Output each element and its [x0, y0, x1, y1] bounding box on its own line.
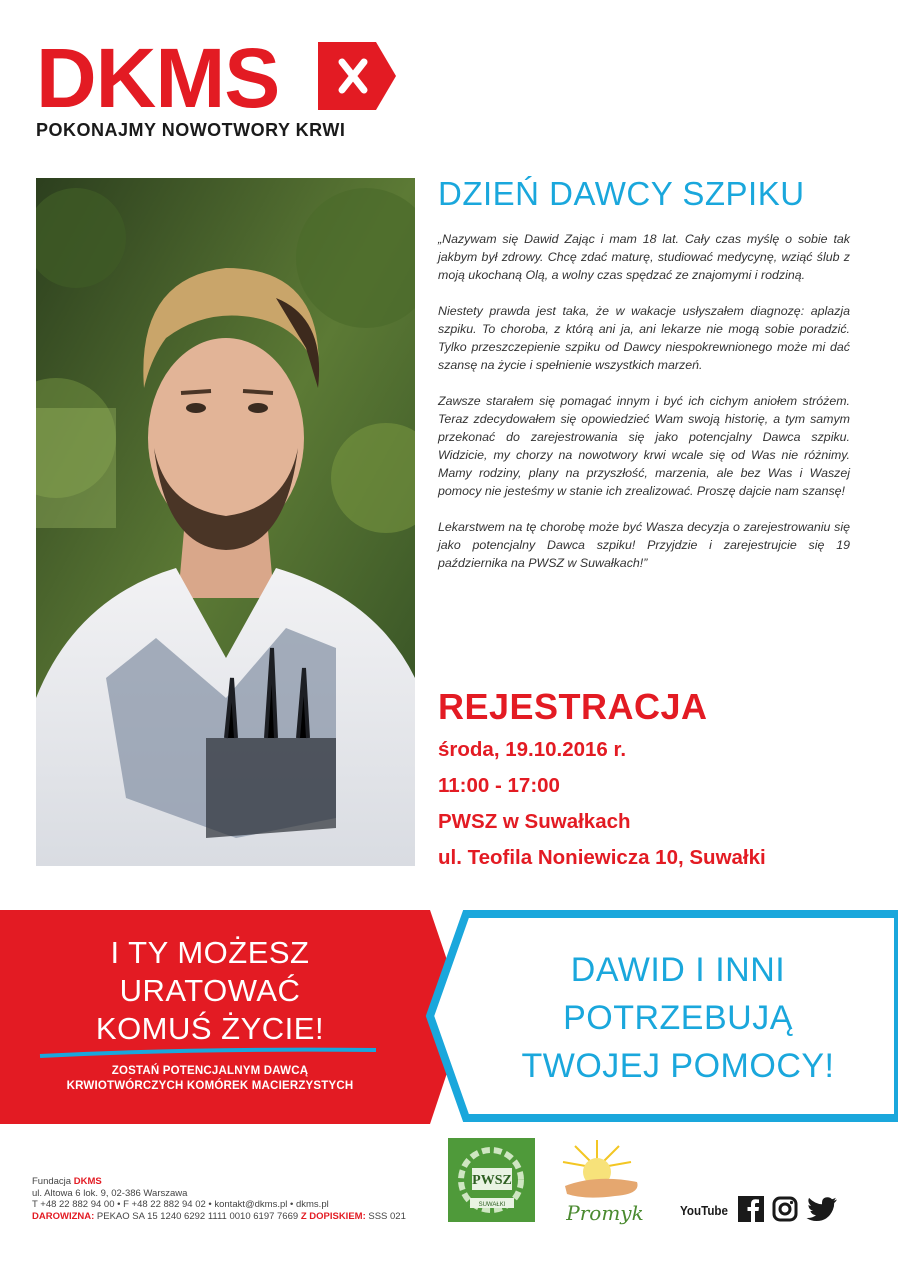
story-paragraph: „Nazywam się Dawid Zając i mam 18 lat. Cały czas myślę o sobie tak jakbym był zdrowy. Chcę zdać maturę, studiować medycynę, wziąć ślub z moją ukochaną Olą, a wolny czas spędzać ze znajomymi i rodziną.: [438, 232, 850, 282]
logo-tagline: POKONAJMY NOWOTWORY KRWI: [36, 120, 346, 140]
footer-org: [32, 1176, 406, 1188]
banner-left-line: I TY MOŻESZ: [110, 935, 310, 970]
donation-label: DAROWIZNA:: [32, 1210, 95, 1222]
registration-address: ul. Teofila Noniewicza 10, Suwałki: [438, 846, 766, 869]
donation-note-label: Z DOPISKIEM:: [300, 1210, 366, 1222]
footer-address: ul. Altowa 6 lok. 9, 02-386 Warszawa: [32, 1187, 188, 1199]
portrait-illustration: [36, 178, 415, 866]
social-icons: [680, 1196, 845, 1224]
footer-donation: [32, 1211, 406, 1223]
story-paragraph: Niestety prawda jest taka, że w wakacje usłyszałem diagnozę: aplazja szpiku. To choroba, z którą ani ja, ani lekarze nie mogą sobie poradzić. Tylko przeszczepienie szpiku od Dawcy niespokrewnionego może mi dać szansę na życie i spełnienie wszystkich marzeń.: [438, 304, 850, 372]
donation-account: PEKAO SA 15 1240 6292 1111 0010 6197 7669: [94, 1210, 301, 1222]
youtube-icon[interactable]: [680, 1200, 730, 1220]
call-to-action-banner: [0, 910, 898, 1124]
footer-org-prefix: Fundacja: [32, 1176, 74, 1187]
logo-x-icon: [318, 42, 396, 110]
logo-wordmark: DKMS: [36, 31, 280, 125]
facebook-icon[interactable]: [738, 1196, 764, 1222]
pwsz-logo-sub: SUWAŁKI: [478, 1202, 506, 1208]
banner-left-subtext: KRWIOTWÓRCZYCH KOMÓREK MACIERZYSTYCH: [66, 1080, 354, 1092]
registration-title: REJESTRACJA: [438, 686, 708, 727]
story-paragraph: Zawsze starałem się pomagać innym i być ich cichym aniołem stróżem. Teraz zdecydowałem się opowiedzieć Wam swoją historię, a tym samym przekonać do zarejestrowania się jako potencjalny Dawca szpiku. Widzicie, my chorzy na nowotwory krwi wcale się od Was nie różnimy. Mamy rodziny, plany na przyszłość, marzenia, ale bez Was i Waszej pomocy nie jesteśmy w stanie ich zrealizować. Proszę dajcie nam szansę!: [438, 394, 850, 498]
dkms-logo: [36, 31, 366, 140]
donation-note: SSS 021: [365, 1210, 406, 1222]
story-paragraph: Lekarstwem na tę chorobę może być Wasza decyzja o zarejestrowaniu się jako potencjalny Dawca szpiku! Przyjdzie i zarejestrujcie się 19 października na PWSZ w Suwałkach!”: [438, 520, 850, 570]
footer-org-name: DKMS: [73, 1176, 102, 1187]
banner-right-text: [478, 946, 878, 1090]
promyk-logo-text: Promyk: [566, 1201, 644, 1225]
portrait-photo: [36, 178, 415, 866]
twitter-icon[interactable]: [806, 1196, 838, 1222]
event-headline: DZIEŃ DAWCY SZPIKU: [438, 175, 805, 212]
registration-details: [438, 738, 766, 882]
banner-right-line: TWOJEJ POMOCY!: [521, 1047, 835, 1085]
registration-date: środa, 19.10.2016 r.: [438, 738, 627, 761]
youtube-text: YouTube: [680, 1203, 728, 1218]
banner-left-line: KOMUŚ ŻYCIE!: [95, 1011, 325, 1046]
banner-right-line: DAWID I INNI: [570, 951, 786, 989]
banner-left-subtext: ZOSTAŃ POTENCJALNYM DAWCĄ: [111, 1065, 309, 1077]
banner-left-line: URATOWAĆ: [119, 973, 301, 1008]
footer-contact: [32, 1176, 406, 1222]
banner-left-text: [40, 934, 380, 1094]
story-text: [438, 230, 850, 590]
pwsz-logo-icon: [448, 1138, 535, 1222]
instagram-icon[interactable]: [772, 1196, 798, 1222]
promyk-logo-icon: [545, 1138, 657, 1226]
registration-place: PWSZ w Suwałkach: [438, 810, 631, 833]
registration-time: 11:00 - 17:00: [438, 774, 560, 797]
pwsz-logo-text: PWSZ: [472, 1173, 512, 1188]
banner-right-line: POTRZEBUJĄ: [563, 999, 793, 1037]
footer-phone-email: T +48 22 882 94 00 • F +48 22 882 94 02 • kontakt@dkms.pl • dkms.pl: [32, 1199, 329, 1210]
